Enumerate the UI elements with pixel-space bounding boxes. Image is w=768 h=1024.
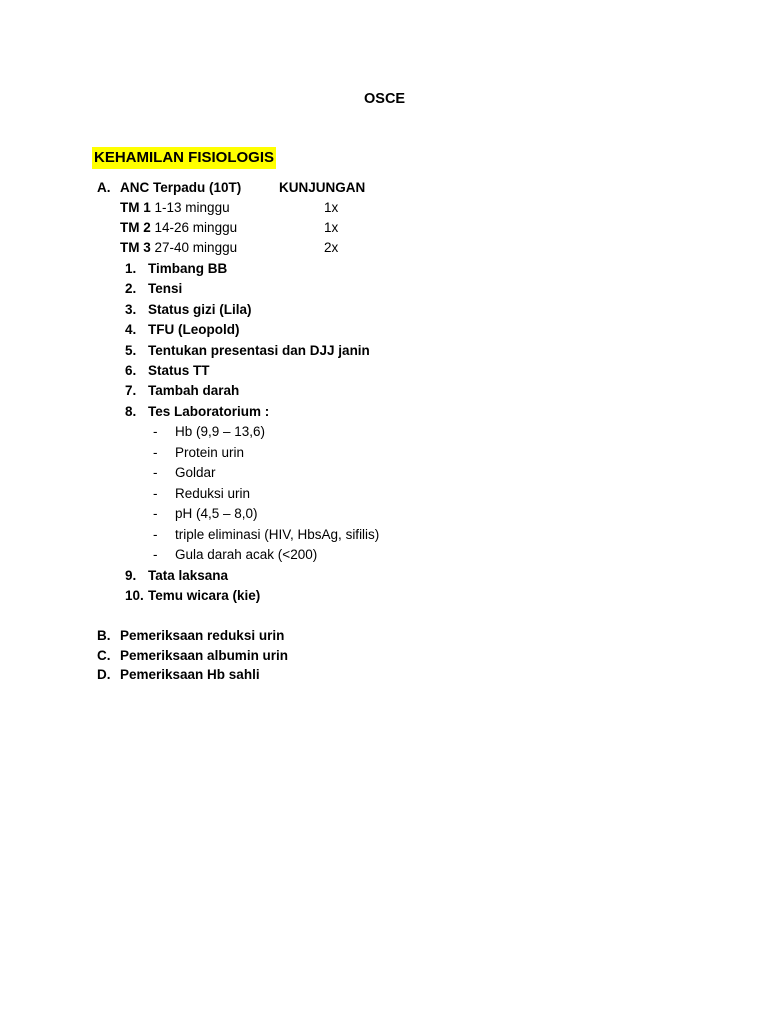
dash-bullet: -: [153, 424, 158, 439]
list-item: Status TT: [148, 363, 210, 378]
trimester-visits: 1x: [324, 220, 339, 235]
list-item: Temu wicara (kie): [148, 588, 261, 603]
trimester-range: 1-13 minggu: [154, 200, 230, 215]
list-item-number: 9.: [125, 568, 137, 583]
list-item-number: 10.: [125, 588, 144, 603]
lab-test-item: triple eliminasi (HIV, HbsAg, sifilis): [175, 527, 380, 542]
dash-bullet: -: [153, 527, 158, 542]
trimester-visits: 2x: [324, 240, 339, 255]
section-a-marker: A.: [97, 180, 111, 195]
dash-bullet: -: [153, 506, 158, 521]
list-item-number: 1.: [125, 261, 137, 276]
section-heading: KEHAMILAN FISIOLOGIS: [92, 147, 276, 169]
lab-test-item: Goldar: [175, 465, 216, 480]
doc-title: OSCE: [364, 91, 406, 107]
dash-bullet: -: [153, 547, 158, 562]
list-item: Timbang BB: [148, 261, 228, 276]
list-item: Tes Laboratorium :: [148, 404, 270, 419]
lab-test-item: Reduksi urin: [175, 486, 251, 501]
section-item: Pemeriksaan Hb sahli: [120, 667, 260, 682]
list-item-number: 4.: [125, 322, 137, 337]
list-item: Tensi: [148, 281, 183, 296]
section-marker: D.: [97, 667, 111, 682]
trimester-label: TM 3: [120, 240, 151, 255]
list-item-number: 6.: [125, 363, 137, 378]
list-item-number: 5.: [125, 343, 137, 358]
list-item: Status gizi (Lila): [148, 302, 252, 317]
section-item: Pemeriksaan albumin urin: [120, 648, 289, 663]
trimester-label: TM 1: [120, 200, 151, 215]
lab-test-item: Hb (9,9 – 13,6): [175, 424, 266, 439]
dash-bullet: -: [153, 486, 158, 501]
trimester-label: TM 2: [120, 220, 151, 235]
list-item-number: 8.: [125, 404, 137, 419]
list-item: Tambah darah: [148, 383, 240, 398]
visits-column-header: KUNJUNGAN: [279, 180, 366, 195]
section-marker: B.: [97, 628, 111, 643]
trimester-row: [120, 219, 237, 237]
section-item: Pemeriksaan reduksi urin: [120, 628, 285, 643]
lab-test-item: pH (4,5 – 8,0): [175, 506, 258, 521]
dash-bullet: -: [153, 445, 158, 460]
list-item: Tentukan presentasi dan DJJ janin: [148, 343, 370, 358]
list-item: Tata laksana: [148, 568, 229, 583]
trimester-visits: 1x: [324, 200, 339, 215]
section-marker: C.: [97, 648, 111, 663]
trimester-range: 27-40 minggu: [154, 240, 238, 255]
list-item: TFU (Leopold): [148, 322, 240, 337]
dash-bullet: -: [153, 465, 158, 480]
trimester-row: [120, 239, 237, 257]
lab-test-item: Protein urin: [175, 445, 245, 460]
list-item-number: 2.: [125, 281, 137, 296]
section-a-label: ANC Terpadu (10T): [120, 180, 242, 195]
list-item-number: 3.: [125, 302, 137, 317]
trimester-range: 14-26 minggu: [154, 220, 238, 235]
list-item-number: 7.: [125, 383, 137, 398]
trimester-row: [120, 199, 230, 217]
lab-test-item: Gula darah acak (<200): [175, 547, 318, 562]
